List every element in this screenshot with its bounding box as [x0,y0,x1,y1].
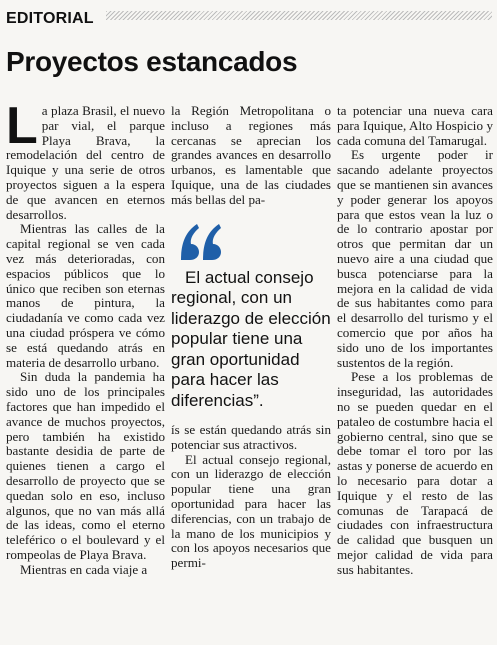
pull-quote-text: El actual consejo regional, con un liderazgo de elección popular tiene una gran oportunidad para hacer las diferencias”. [171,267,331,410]
column-3 [337,104,493,578]
column-1 [6,97,165,578]
paragraph-4: Mientras en cada viaje a [20,561,148,577]
column-2 [171,104,331,571]
paragraph-7: El actual consejo regional, con un liderazgo de elección popular tiene una gran oportunidad para hacer las diferencias, con un trabajo de la mano de los municipios y con los apoyos necesarios que permi- [171,451,331,571]
section-label: EDITORIAL [6,10,94,27]
section-header [6,4,492,32]
paragraph-8: ta potenciar una nueva cara para Iquique, Alto Hospicio y cada comuna del Tamarugal. [337,103,493,148]
section-rule [106,11,492,20]
paragraph-2: Mientras las calles de la capital regional se ven cada vez más deterioradas, con espacios públicos que lo único que reciben son eternas manos de pintura, la ciudadanía ve como cada vez una ciudad próspera ve cómo se está quedando atrás en materia de desarrollo urbano. [6,221,165,370]
paragraph-1 [6,97,165,222]
paragraph-10: Pese a los problemas de inseguridad, las autoridades no se pueden quedar en el pataleo de costumbre hacia el gobierno central, sino que se debe tomar el toro por las astas y ponerse de acuerdo en lo necesario para dotar a Iquique y el resto de las comunas de Tarapacá de ciudades con infraestructura de calidad que busquen un mejor calidad de vida para sus habitantes. [337,369,493,577]
paragraph-3: Sin duda la pandemia ha sido uno de los principales factores que han impedido el avance de muchos proyectos, pero también ha existido bastante desidia de parte de quienes tienen a cargo el desarrollo de proyecto que se quedan solo en eso, incluso algunos, que no van más allá de las ideas, como el eterno teleférico o el boulevard y el rompeolas de Playa Brava. [6,369,165,562]
paragraph-1-text: a plaza Brasil, el nuevo par vial, el parque Playa Brava, la remodelación del centro de Iquique y una serie de otros proyectos siguen a la espera de que avancen en eternos desarrollos. [6,103,165,222]
paragraph-9: Es urgente poder ir sacando adelante proyectos que se mantienen sin avances y poder generar los apoyos para que estos vean la luz o de lo contrario apostar por otros que permitan dar un nuevo aire a una ciudad que busca potenciarse para la mejora en la calidad de vida de sus habitantes como para el desarrollo del turismo y el comercio que por años ha sido uno de los importantes sustentos de la región. [337,147,493,370]
paragraph-6: ís se están quedando atrás sin potenciar sus atractivos. [171,422,331,452]
pull-quote [171,222,331,412]
headline: Proyectos estancados [6,46,298,77]
paragraph-5: la Región Metropolitana o incluso a regiones más cercanas se aprecian los grandes avances en desarrollo urbanos, es lamentable que Iquique, una de las ciudades más bellas del pa- [171,103,331,207]
opening-quote-icon [177,222,225,262]
drop-cap: L [6,97,38,155]
